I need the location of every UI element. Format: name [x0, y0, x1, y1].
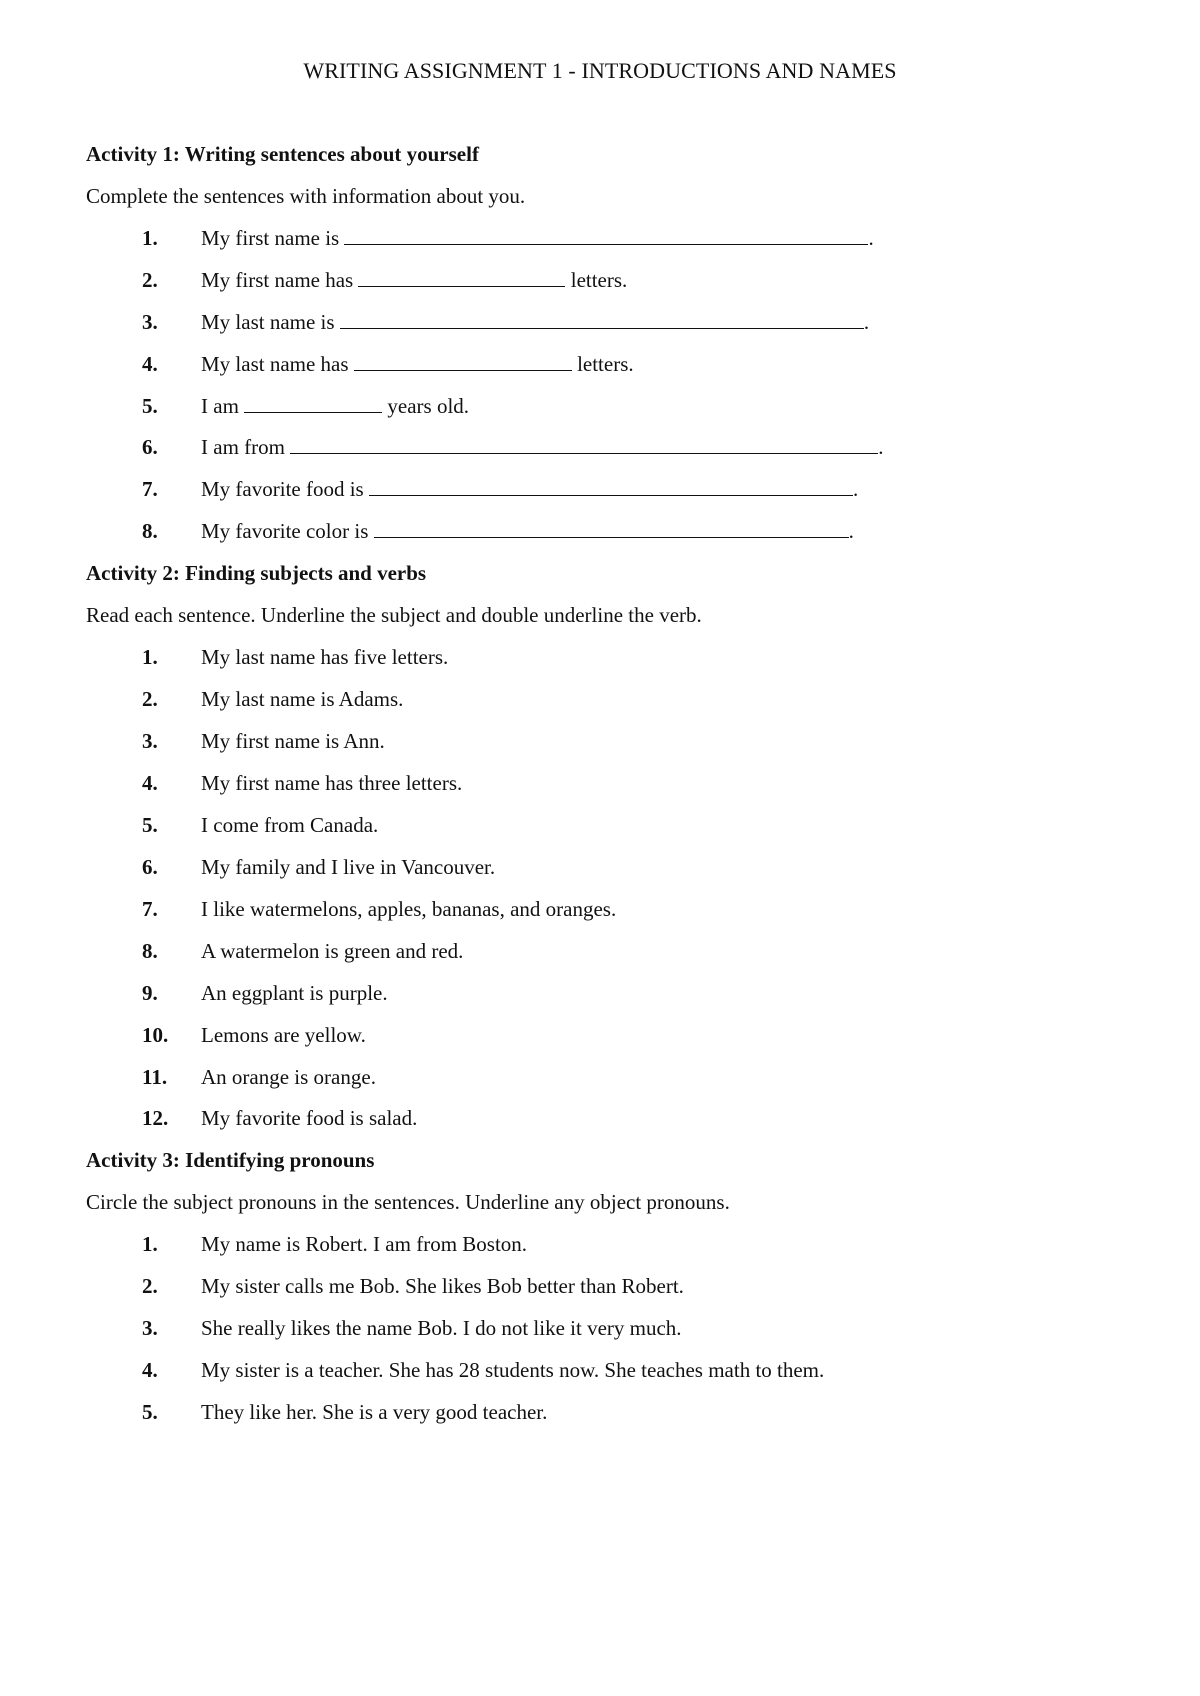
item-text: Lemons are yellow. [201, 1023, 366, 1047]
item-number: 8. [142, 939, 158, 963]
item-text: I like watermelons, apples, bananas, and oranges. [201, 897, 617, 921]
activity1-instruction: Complete the sentences with information about you. [86, 184, 526, 208]
item-text: My favorite food is salad. [201, 1106, 418, 1130]
item-number: 6. [142, 855, 158, 879]
item-text: My first name has three letters. [201, 771, 463, 795]
item-text: My last name has letters. [201, 352, 634, 376]
item-text: My favorite color is . [201, 519, 854, 543]
item-number: 4. [142, 352, 158, 376]
activity3-heading: Activity 3: Identifying pronouns [86, 1148, 375, 1172]
activity2-instruction: Read each sentence. Underline the subject and double underline the verb. [86, 603, 702, 627]
item-number: 1. [142, 226, 158, 250]
item-text: My sister is a teacher. She has 28 students now. She teaches math to them. [201, 1358, 825, 1382]
page-title: WRITING ASSIGNMENT 1 - INTRODUCTIONS AND NAMES [303, 58, 897, 83]
item-number: 7. [142, 477, 158, 501]
item-text: They like her. She is a very good teacher. [201, 1400, 548, 1424]
activity1-heading: Activity 1: Writing sentences about yourself [86, 142, 479, 166]
item-text: My favorite food is . [201, 477, 859, 501]
item-number: 2. [142, 687, 158, 711]
item-text: My sister calls me Bob. She likes Bob better than Robert. [201, 1274, 684, 1298]
item-text: My first name is Ann. [201, 729, 385, 753]
item-number: 6. [142, 435, 158, 459]
item-number: 5. [142, 1400, 158, 1424]
answer-blank[interactable] [244, 394, 382, 413]
item-number: 4. [142, 1358, 158, 1382]
item-text: My first name has letters. [201, 268, 628, 292]
answer-blank[interactable] [354, 352, 572, 371]
item-number: 4. [142, 771, 158, 795]
item-text: My first name is . [201, 226, 874, 250]
answer-blank[interactable] [290, 435, 878, 454]
item-number: 3. [142, 729, 158, 753]
item-number: 10. [142, 1023, 169, 1047]
item-number: 5. [142, 813, 158, 837]
item-number: 9. [142, 981, 158, 1005]
item-number: 8. [142, 519, 158, 543]
item-text: My last name is . [201, 310, 870, 334]
item-number: 7. [142, 897, 158, 921]
item-number: 2. [142, 268, 158, 292]
item-text: She really likes the name Bob. I do not like it very much. [201, 1316, 682, 1340]
answer-blank[interactable] [358, 268, 565, 287]
item-text: My family and I live in Vancouver. [201, 855, 496, 879]
item-number: 11. [142, 1065, 168, 1089]
item-text: I am from . [201, 435, 884, 459]
item-text: An eggplant is purple. [201, 981, 388, 1005]
item-text: My last name has five letters. [201, 645, 449, 669]
activity2-heading: Activity 2: Finding subjects and verbs [86, 561, 427, 585]
item-text: My last name is Adams. [201, 687, 404, 711]
answer-blank[interactable] [374, 519, 849, 538]
item-text: My name is Robert. I am from Boston. [201, 1232, 528, 1256]
item-text: An orange is orange. [201, 1065, 376, 1089]
answer-blank[interactable] [344, 226, 868, 245]
item-number: 1. [142, 1232, 158, 1256]
item-text: A watermelon is green and red. [201, 939, 464, 963]
activity3-instruction: Circle the subject pronouns in the sentences. Underline any object pronouns. [86, 1190, 730, 1214]
item-number: 12. [142, 1106, 169, 1130]
item-number: 2. [142, 1274, 158, 1298]
item-number: 1. [142, 645, 158, 669]
item-number: 5. [142, 394, 158, 418]
item-number: 3. [142, 1316, 158, 1340]
answer-blank[interactable] [340, 310, 864, 329]
item-number: 3. [142, 310, 158, 334]
answer-blank[interactable] [369, 477, 853, 496]
item-text: I come from Canada. [201, 813, 379, 837]
item-text: I am years old. [201, 394, 470, 418]
